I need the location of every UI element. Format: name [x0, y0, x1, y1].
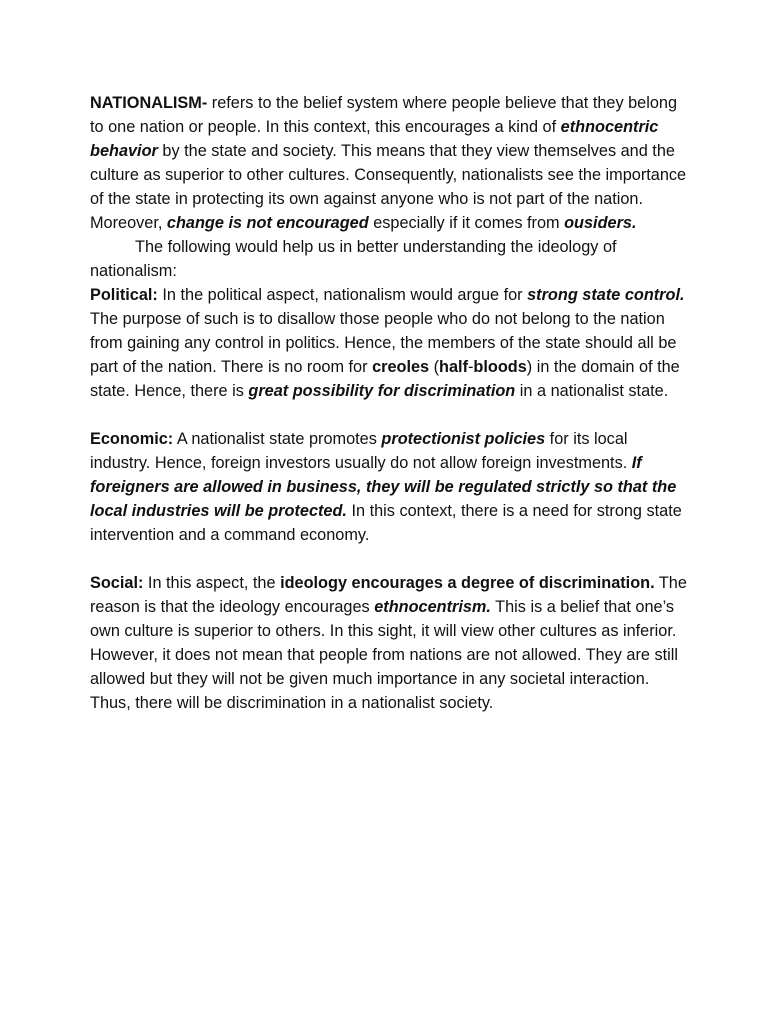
text-run: refers to the belief system where people believe that they belong to one nation or people. In this context, this encourages a kind of [90, 94, 678, 136]
label-social: Social: [90, 574, 144, 592]
text-run: by the state and society. This means that they view themselves and the culture as superior to other cultures. Consequently, nationalists see the importance of the state in protecting its own against anyone who is not part of the nation. Moreover, [90, 142, 687, 232]
term-creoles: creoles [372, 358, 430, 376]
emphasis-strong-state-control: strong state control. [527, 286, 685, 304]
paragraph-spacer [90, 547, 690, 571]
label-political: Political: [90, 286, 158, 304]
emphasis-degree-of-discrimination: ideology encourages a degree of discrimination. [280, 574, 655, 592]
term-bloods: bloods [473, 358, 527, 376]
emphasis-foreigners-regulated: If foreigners are allowed in business, they will be regulated strictly so that the local industries will be protected. [90, 454, 677, 520]
emphasis-ousiders: ousiders. [564, 214, 637, 232]
emphasis-great-possibility: great possibility for discrimination [248, 382, 516, 400]
text-run: This is a belief that one’s own culture is superior to others. In this sight, it will view other cultures as inferior. However, it does not mean that people from nations are not allowed. They are still allowed but they will not be given much importance in any societal interaction. Thus, there will be discrimination in a nationalist society. [90, 598, 678, 712]
term-nationalism: NATIONALISM- [90, 94, 208, 112]
paragraph-social [90, 571, 690, 715]
paragraph-nationalism-definition [90, 91, 690, 235]
document-body [90, 91, 690, 715]
paragraph-political [90, 283, 690, 403]
emphasis-change-not-encouraged: change is not encouraged [166, 214, 369, 232]
text-run: In this context, there is a need for strong state intervention and a command economy. [90, 502, 682, 544]
text-run: The purpose of such is to disallow those people who do not belong to the nation from gaining any control in politics. Hence, the members of the state should all be part of the nation. There is no room for [90, 310, 677, 376]
text-run: for its local industry. Hence, foreign investors usually do not allow foreign investments. [90, 430, 632, 472]
text-run: especially if it comes from [368, 214, 565, 232]
emphasis-protectionist-policies: protectionist policies [381, 430, 546, 448]
label-economic: Economic: [90, 430, 174, 448]
term-half: half [439, 358, 468, 376]
text-run: ( [429, 358, 440, 376]
paragraph-economic [90, 427, 690, 547]
text-run: The reason is that the ideology encourages [90, 574, 687, 616]
paragraph-spacer [90, 403, 690, 427]
text-run: - [468, 358, 474, 376]
text-run: in a nationalist state. [515, 382, 669, 400]
text-run: In this aspect, the [143, 574, 281, 592]
text-run: A nationalist state promotes [173, 430, 382, 448]
emphasis-ethnocentric-behavior: ethnocentric behavior [90, 118, 659, 160]
text-run: ) in the domain of the state. Hence, there is [90, 358, 680, 400]
paragraph-intro-aspects: The following would help us in better understanding the ideology of nationalism: [90, 238, 617, 280]
emphasis-ethnocentrism: ethnocentrism. [374, 598, 491, 616]
text-run: In the political aspect, nationalism would argue for [157, 286, 528, 304]
